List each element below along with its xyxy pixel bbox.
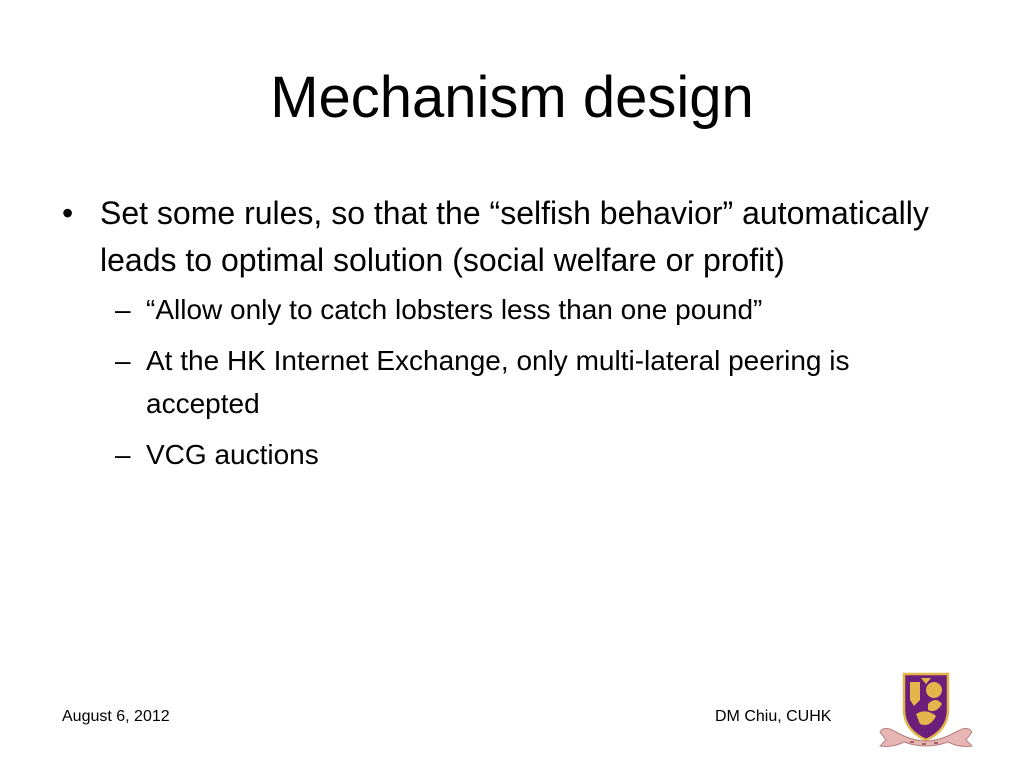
bullet-item xyxy=(60,190,960,284)
footer-date: August 6, 2012 xyxy=(62,708,170,725)
sub-bullet-item xyxy=(60,288,960,331)
slide-body xyxy=(60,190,960,484)
sub-bullet-item xyxy=(60,339,960,425)
footer-author: DM Chiu, CUHK xyxy=(715,708,832,725)
cuhk-crest-icon xyxy=(874,670,978,750)
sub-bullet-marker: – xyxy=(115,345,131,376)
bullet-marker: • xyxy=(62,195,74,231)
sub-bullet-marker: – xyxy=(115,294,131,325)
sub-bullet-text: “Allow only to catch lobsters less than one pound” xyxy=(146,294,763,325)
sub-bullet-marker: – xyxy=(115,439,131,470)
sub-bullet-text: VCG auctions xyxy=(146,439,319,470)
bullet-text: Set some rules, so that the “selfish behavior” automatically leads to optimal solution (social welfare or profit) xyxy=(100,195,929,278)
sub-bullet-item xyxy=(60,433,960,476)
slide-title: Mechanism design xyxy=(270,65,754,130)
sub-bullet-text: At the HK Internet Exchange, only multi-lateral peering is accepted xyxy=(146,345,850,419)
